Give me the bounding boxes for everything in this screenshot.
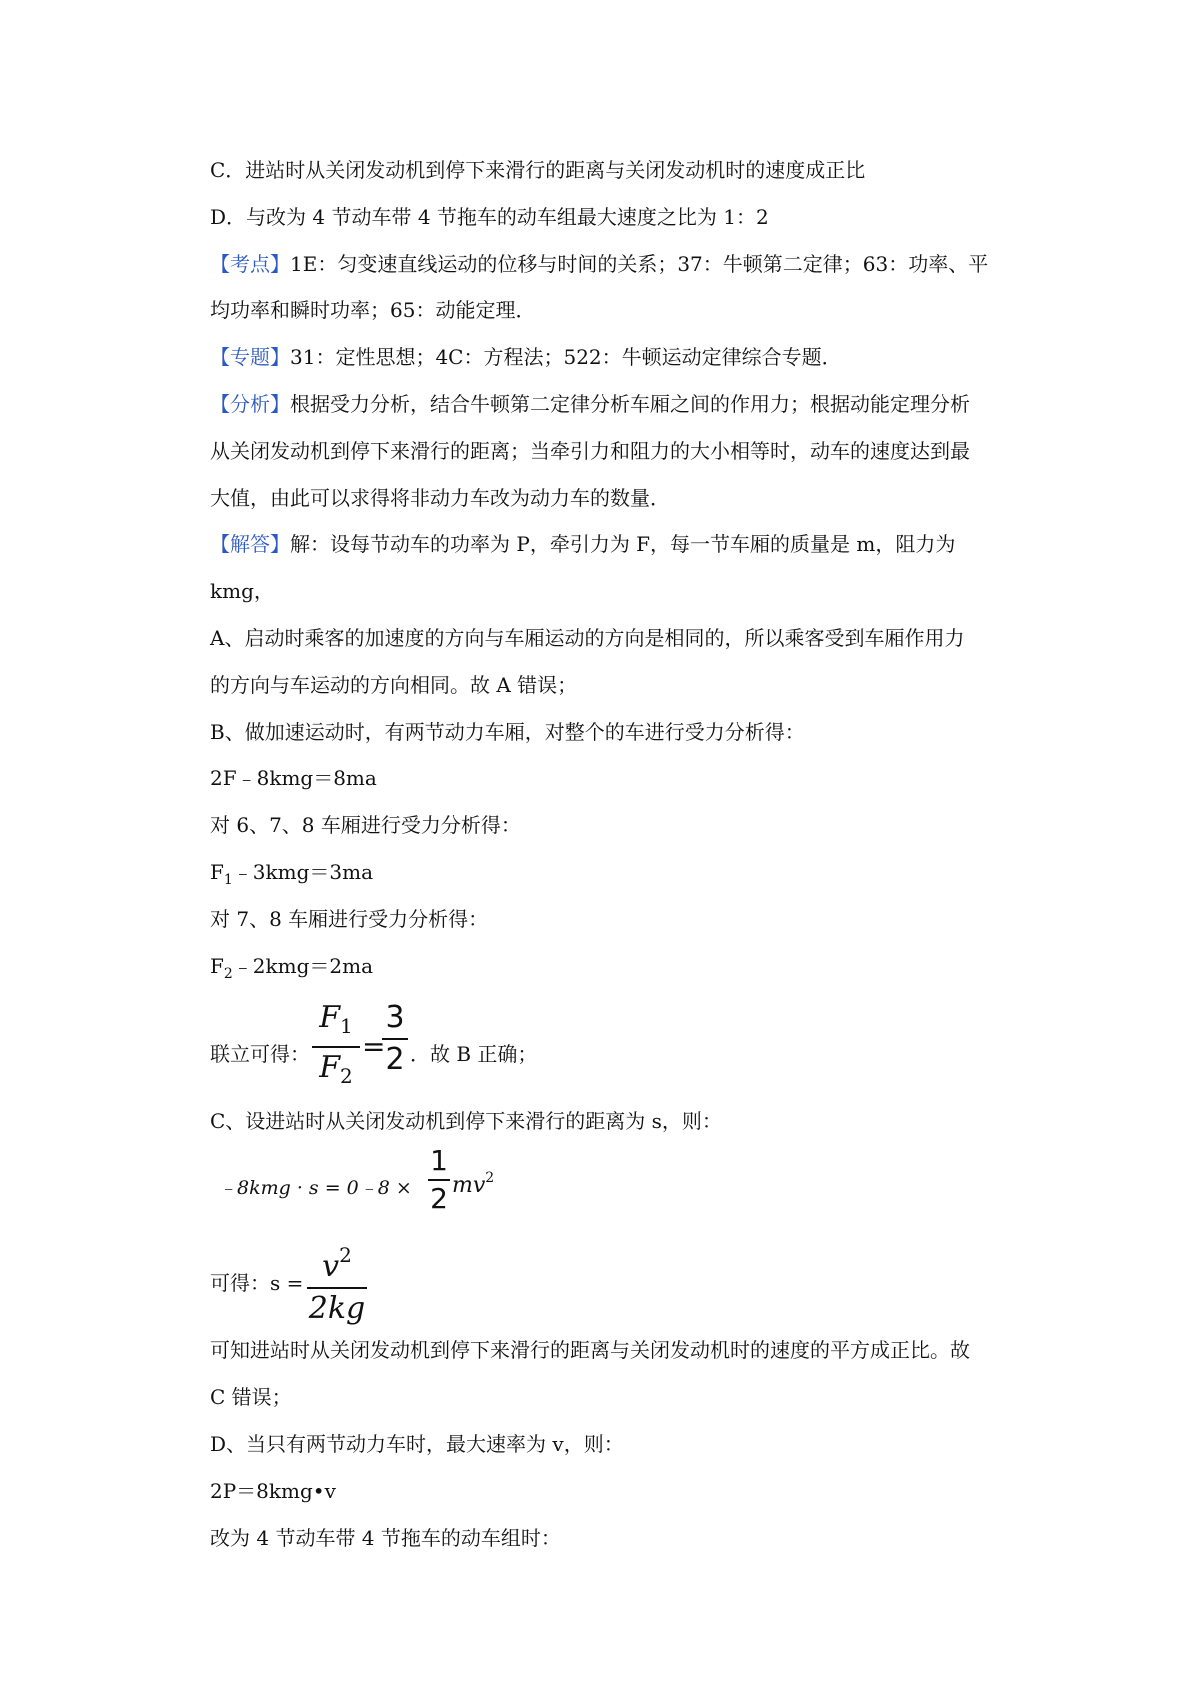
zhuanti-tag: 【专题】	[210, 345, 290, 369]
part-b-line-3: 对 7、8 车厢进行受力分析得：	[210, 907, 489, 931]
part-d-line-2: 改为 4 节动车带 4 节拖车的动车组时：	[210, 1526, 561, 1550]
fraction-f2-denominator: $F_2$	[319, 1050, 353, 1088]
jieda-line-1	[210, 530, 1030, 558]
equation-2: $F_1﹣3kmg=3ma$	[210, 860, 374, 888]
kaodian-tag: 【考点】	[210, 252, 290, 276]
kaodian-text-1: 1E：匀变速直线运动的位移与时间的关系；37：牛顿第二定律；63：功率、平	[290, 252, 989, 276]
part-a-line-1: A、启动时乘客的加速度的方向与车厢运动的方向是相同的，所以乘客受到车厢作用力	[210, 626, 965, 650]
zhuanti-line	[210, 343, 1030, 371]
part-d-line-1: D、当只有两节动力车时，最大速率为 v，则：	[210, 1432, 624, 1456]
fenxi-line-1	[210, 390, 1030, 418]
part-b-line-1: B、做加速运动时，有两节动力车厢，对整个的车进行受力分析得：	[210, 720, 805, 744]
fenxi-tag: 【分析】	[210, 392, 290, 416]
jieda-line-2: kmg，	[210, 579, 274, 603]
option-c: C．进站时从关闭发动机到停下来滑行的距离与关闭发动机时的速度成正比	[210, 158, 866, 182]
equation-4-left: ﹣8kmg · s = 0﹣8 ×	[218, 1177, 412, 1199]
fenxi-text-1: 根据受力分析，结合牛顿第二定律分析车厢之间的作用力；根据动能定理分析	[290, 392, 970, 416]
equation-3: $F_2﹣2kmg=2ma$	[210, 954, 374, 982]
part-c-line-4: C 错误；	[210, 1385, 292, 1409]
part-c-line-2-prefix: 可得：s =	[210, 1271, 304, 1295]
kaodian-line-2: 均功率和瞬时功率；65：动能定理．	[210, 298, 536, 322]
part-b-combine-suffix: ．故 B 正确；	[410, 1042, 538, 1066]
equation-4-right: $mv^2$	[452, 1170, 495, 1198]
equation-5: 2P＝8kmg•v	[210, 1479, 336, 1503]
equals-sign: =	[362, 1030, 386, 1063]
part-a-line-2: 的方向与车运动的方向相同。故 A 错误；	[210, 673, 578, 697]
jieda-tag: 【解答】	[210, 532, 290, 556]
zhuanti-text: 31：定性思想；4C：方程法；522：牛顿运动定律综合专题．	[290, 345, 842, 369]
part-c-line-1: C、设进站时从关闭发动机到停下来滑行的距离为 s，则：	[210, 1109, 722, 1133]
option-d: D．与改为 4 节动车带 4 节拖车的动车组最大速度之比为 1：2	[210, 205, 769, 229]
fraction-one-half: 1 2	[428, 1143, 450, 1217]
fenxi-line-2: 从关闭发动机到停下来滑行的距离；当牵引力和阻力的大小相等时，动车的速度达到最	[210, 439, 970, 463]
kaodian-line-1	[210, 250, 1030, 278]
fenxi-line-3: 大值，由此可以求得将非动力车改为动力车的数量．	[210, 486, 670, 510]
part-b-line-2: 对 6、7、8 车厢进行受力分析得：	[210, 813, 521, 837]
jieda-text-1: 解：设每节动车的功率为 P，牵引力为 F，每一节车厢的质量是 m，阻力为	[290, 532, 956, 556]
fraction-f1-numerator: $F_1$	[319, 1000, 353, 1038]
fraction-f1-over-f2	[312, 998, 360, 1096]
part-b-combine-prefix: 联立可得：	[210, 1042, 310, 1066]
fraction-v2-over-2kg: $v^2$ 2kg	[308, 1243, 366, 1326]
fraction-three-halves: 3 2	[382, 998, 408, 1080]
equation-1: 2F﹣8kmg＝8ma	[210, 766, 377, 790]
part-c-line-3: 可知进站时从关闭发动机到停下来滑行的距离与关闭发动机时的速度的平方成正比。故	[210, 1338, 970, 1362]
